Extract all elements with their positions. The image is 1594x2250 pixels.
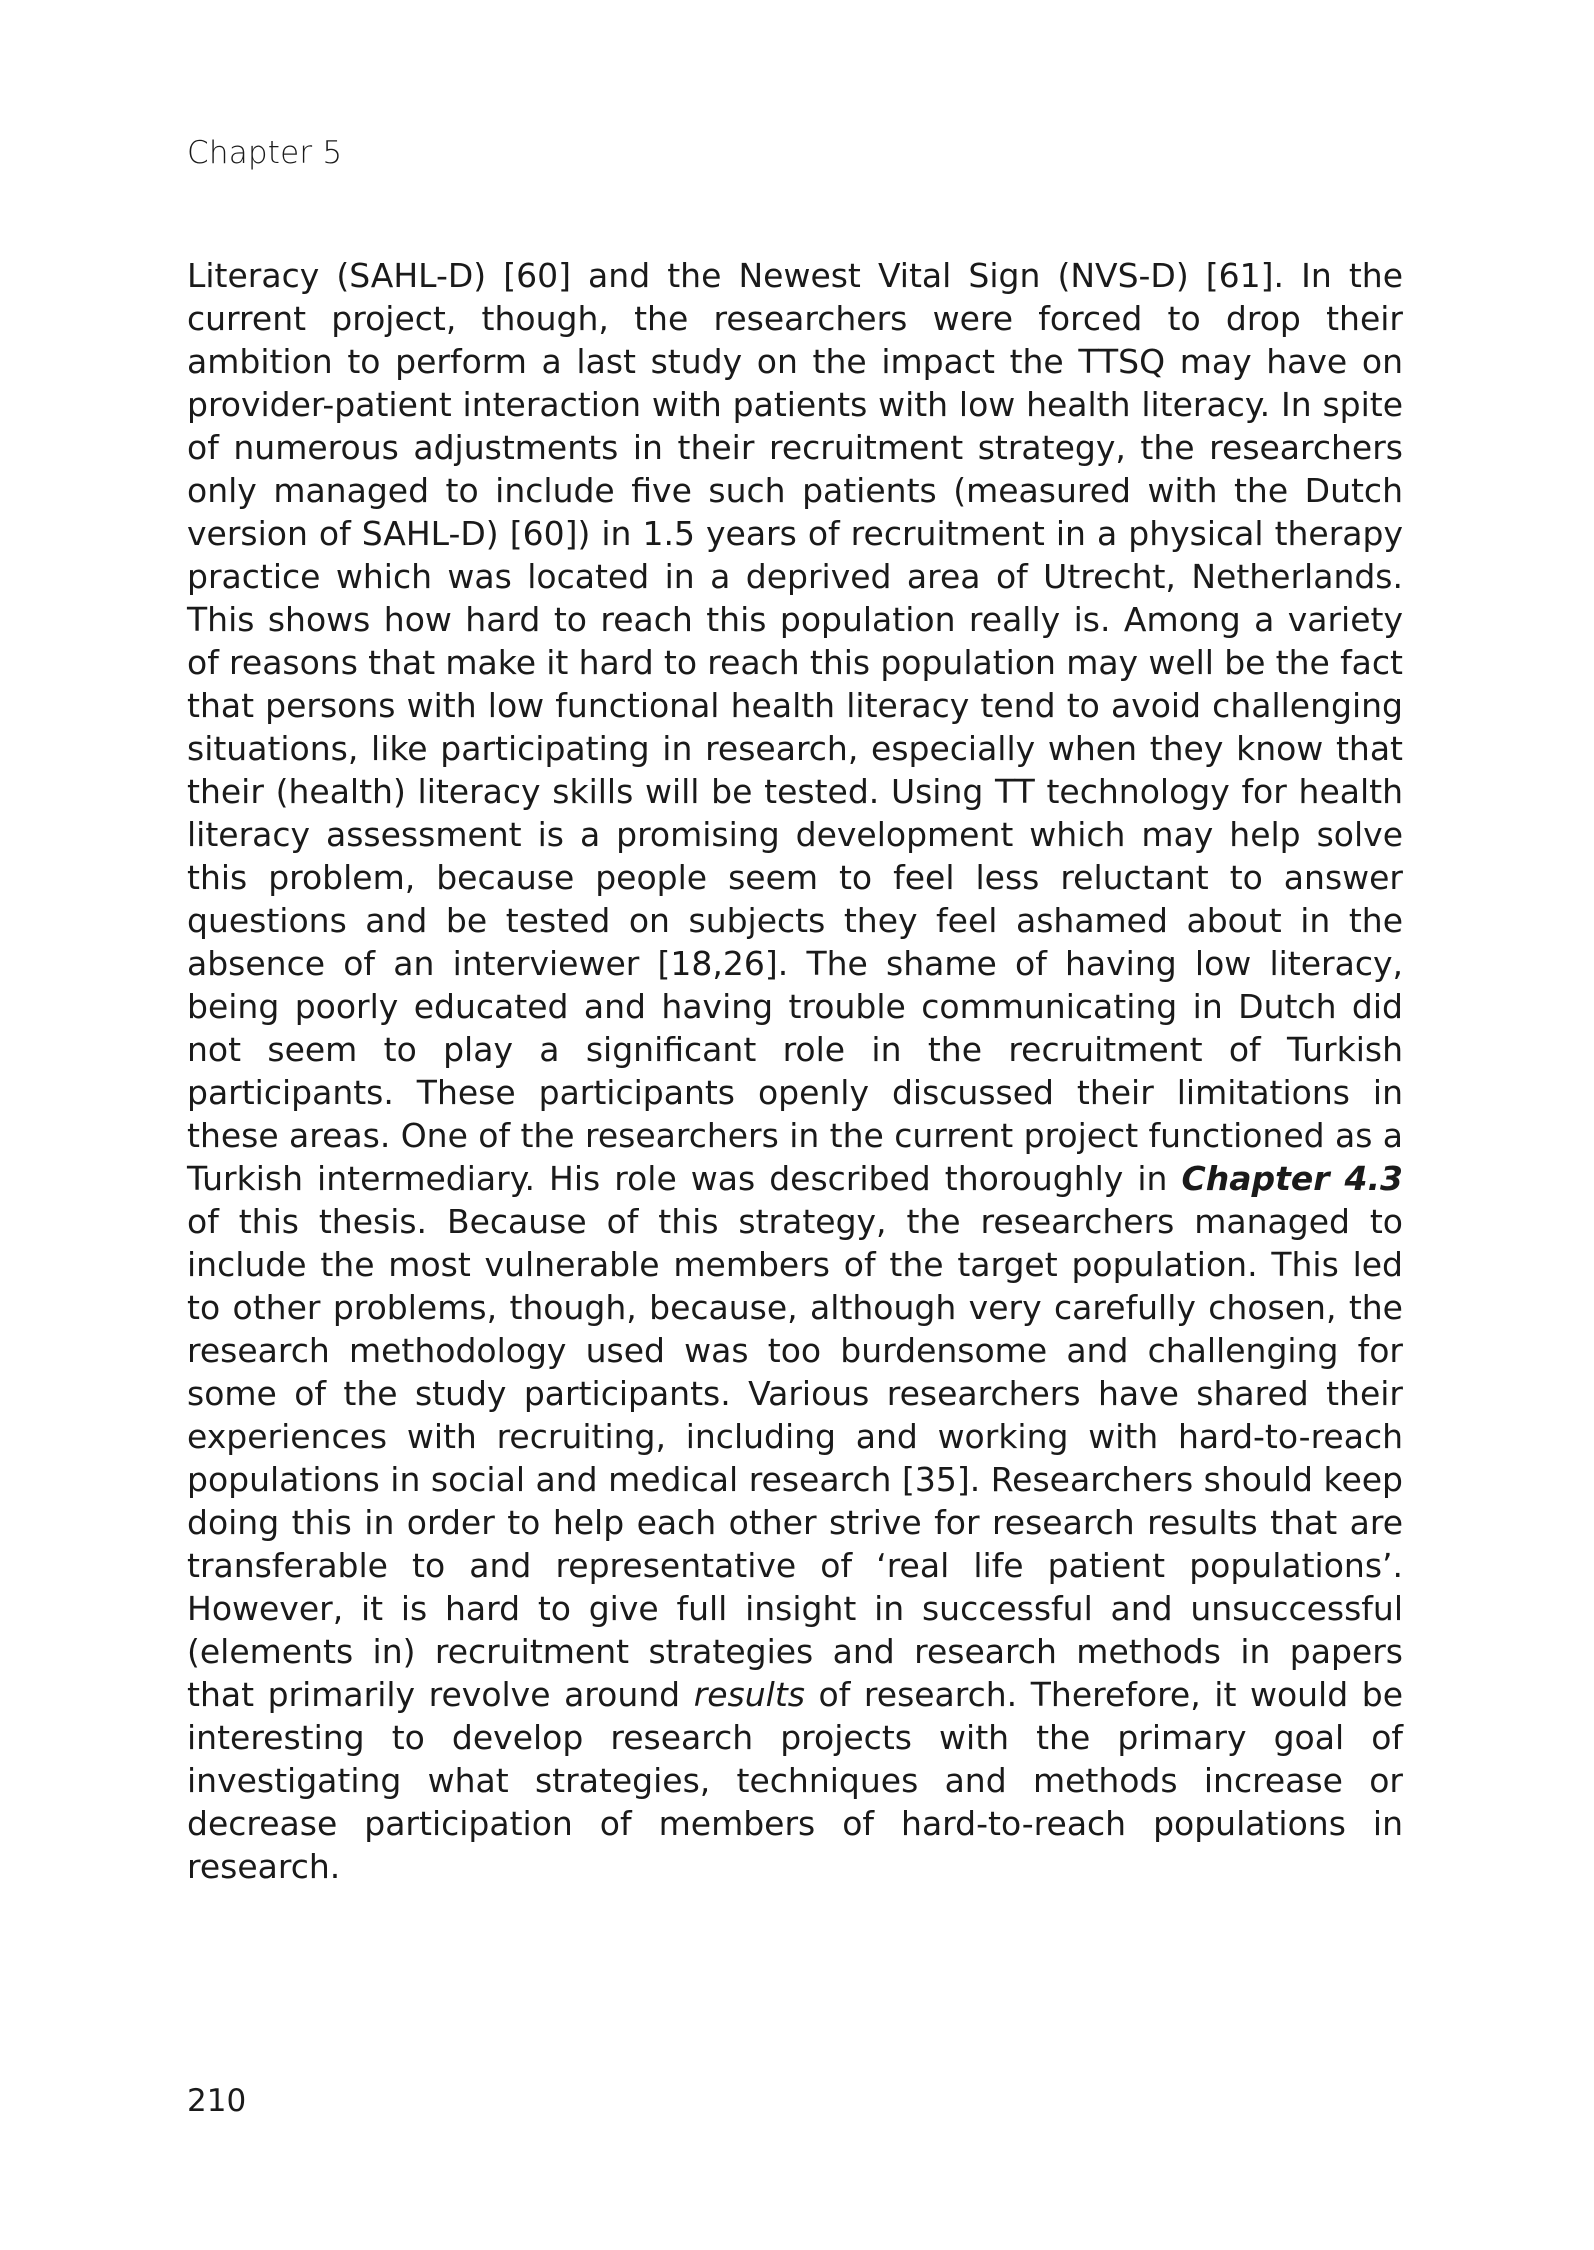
page-number: 210 xyxy=(187,2083,247,2119)
paragraph-text-part-2: of this thesis. Because of this strategy, the researchers managed to include the most vulnerable members of the target population. This led to other problems, though, because, although very carefully chosen, the research methodology used was too burdensome and challenging for some of the study participants. Various researchers have shared their experiences with recruiting, including and working with hard-to-reach populations in social and medical research [35]. Researchers should keep doing this in order to help each other strive for research results that are transferable to and representative of ‘real life patient populations’. However, it is hard to give full insight in successful and unsuccessful (elements in) recruitment strategies and research methods in papers that primarily revolve around xyxy=(187,1202,1403,1714)
emphasis-results: results xyxy=(693,1675,805,1714)
paragraph-text-part-3: of research. Therefore, it would be interesting to develop research projects with the primary goal of investigating what strategies, techniques and methods increase or decrease participation of members of hard-to-reach populations in research. xyxy=(187,1675,1403,1886)
body-paragraph xyxy=(187,254,1403,1888)
chapter-reference: Chapter 4.3 xyxy=(1181,1159,1404,1198)
paragraph-text-part-1: Literacy (SAHL-D) [60] and the Newest Vital Sign (NVS-D) [61]. In the current project, though, the researchers were forced to drop their ambition to perform a last study on the impact the TTSQ may have on provider-patient interaction with patients with low health literacy. In spite of numerous adjustments in their recruitment strategy, the researchers only managed to include five such patients (measured with the Dutch version of SAHL-D) [60]) in 1.5 years of recruitment in a physical therapy practice which was located in a deprived area of Utrecht, Netherlands. This shows how hard to reach this population really is. Among a variety of reasons that make it hard to reach this population may well be the fact that persons with low functional health literacy tend to avoid challenging situations, like participating in research, especially when they know that their (health) literacy skills will be tested. Using TT technology for health literacy assessment is a promising development which may help solve this problem, because people seem to feel less reluctant to answer questions and be tested on subjects they feel ashamed about in the absence of an interviewer [18,26]. The shame of having low literacy, being poorly educated and having trouble communicating in Dutch did not seem to play a significant role in the recruitment of Turkish participants. These participants openly discussed their limitations in these areas. One of the researchers in the current project functioned as a Turkish intermediary. His role was described thoroughly in xyxy=(187,256,1403,1198)
running-head: Chapter 5 xyxy=(187,135,343,171)
